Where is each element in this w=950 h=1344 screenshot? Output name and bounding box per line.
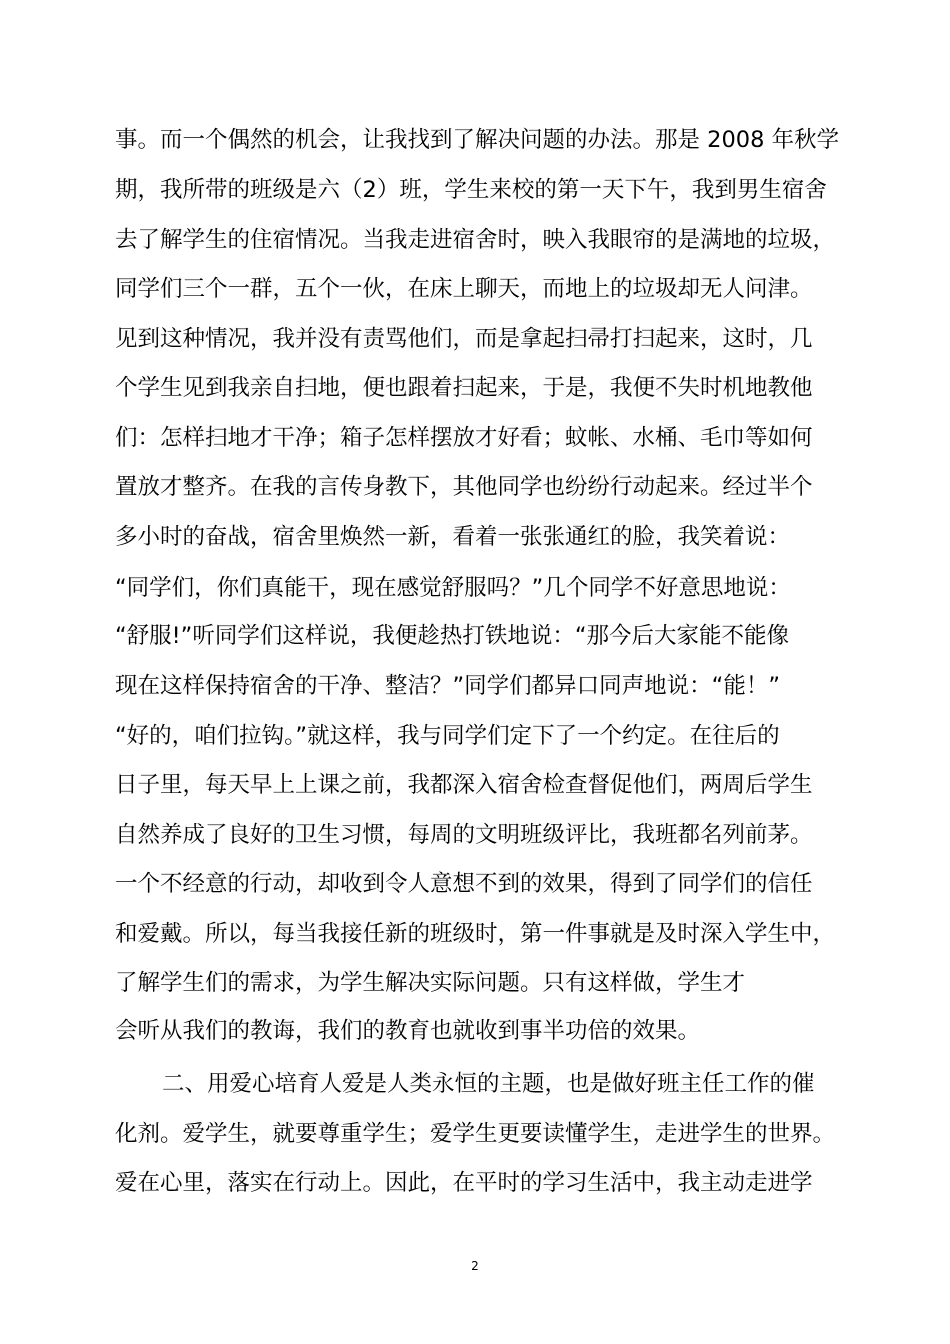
body-text-line: 了解学生们的需求，为学生解决实际问题。只有这样做，学生才 bbox=[115, 970, 746, 996]
body-text-line: 事。而一个偶然的机会，让我找到了解决问题的办法。那是 2008 年秋学 bbox=[115, 127, 840, 153]
body-text-line: 一个不经意的行动，却收到令人意想不到的效果，得到了同学们的信任 bbox=[115, 871, 813, 897]
body-text-line: 日子里，每天早上上课之前，我都深入宿舍检查督促他们，两周后学生 bbox=[115, 772, 813, 798]
body-text-line: 见到这种情况，我并没有责骂他们，而是拿起扫帚打扫起来，这时，几 bbox=[115, 326, 813, 352]
body-text-line: “好的，咱们拉钩。”就这样，我与同学们定下了一个约定。在往后的 bbox=[115, 723, 780, 749]
body-text-line: 置放才整齐。在我的言传身教下，其他同学也纷纷行动起来。经过半个 bbox=[115, 474, 813, 500]
body-text-line: 去了解学生的住宿情况。当我走进宿舍时，映入我眼帘的是满地的垃圾， bbox=[115, 227, 836, 253]
body-text-line: 会听从我们的教诲，我们的教育也就收到事半功倍的效果。 bbox=[115, 1018, 701, 1044]
body-text-line: “同学们，你们真能干，现在感觉舒服吗？”几个同学不好意思地说： bbox=[115, 575, 791, 601]
body-text-line: 现在这样保持宿舍的干净、整洁？”同学们都异口同声地说：“能！” bbox=[115, 673, 780, 699]
body-text-line: 多小时的奋战，宿舍里焕然一新，看着一张张通红的脸，我笑着说： bbox=[115, 524, 791, 550]
body-text-line: 自然养成了良好的卫生习惯，每周的文明班级评比，我班都名列前茅。 bbox=[115, 822, 813, 848]
body-text-line: 们：怎样扫地才干净；箱子怎样摆放才好看；蚊帐、水桶、毛巾等如何 bbox=[115, 425, 813, 451]
body-text-line: 同学们三个一群，五个一伙，在床上聊天，而地上的垃圾却无人问津。 bbox=[115, 276, 813, 302]
body-text-line: 个学生见到我亲自扫地，便也跟着扫起来，于是，我便不失时机地教他 bbox=[115, 375, 813, 401]
body-text-line: 期，我所带的班级是六（2）班，学生来校的第一天下午，我到男生宿舍 bbox=[115, 177, 827, 203]
body-text-line: 和爱戴。所以，每当我接任新的班级时，第一件事就是及时深入学生中， bbox=[115, 921, 836, 947]
body-text-line: 爱在心里，落实在行动上。因此，在平时的学习生活中，我主动走进学 bbox=[115, 1170, 813, 1196]
body-text-line: “舒服!”听同学们这样说，我便趁热打铁地说：“那今后大家能不能像 bbox=[115, 623, 789, 649]
section-heading-line: 二、用爱心培育人爱是人类永恒的主题，也是做好班主任工作的催 bbox=[162, 1071, 815, 1097]
page-number: 2 bbox=[471, 1259, 479, 1273]
body-text-line: 化剂。爱学生，就要尊重学生；爱学生更要读懂学生，走进学生的世界。 bbox=[115, 1121, 836, 1147]
